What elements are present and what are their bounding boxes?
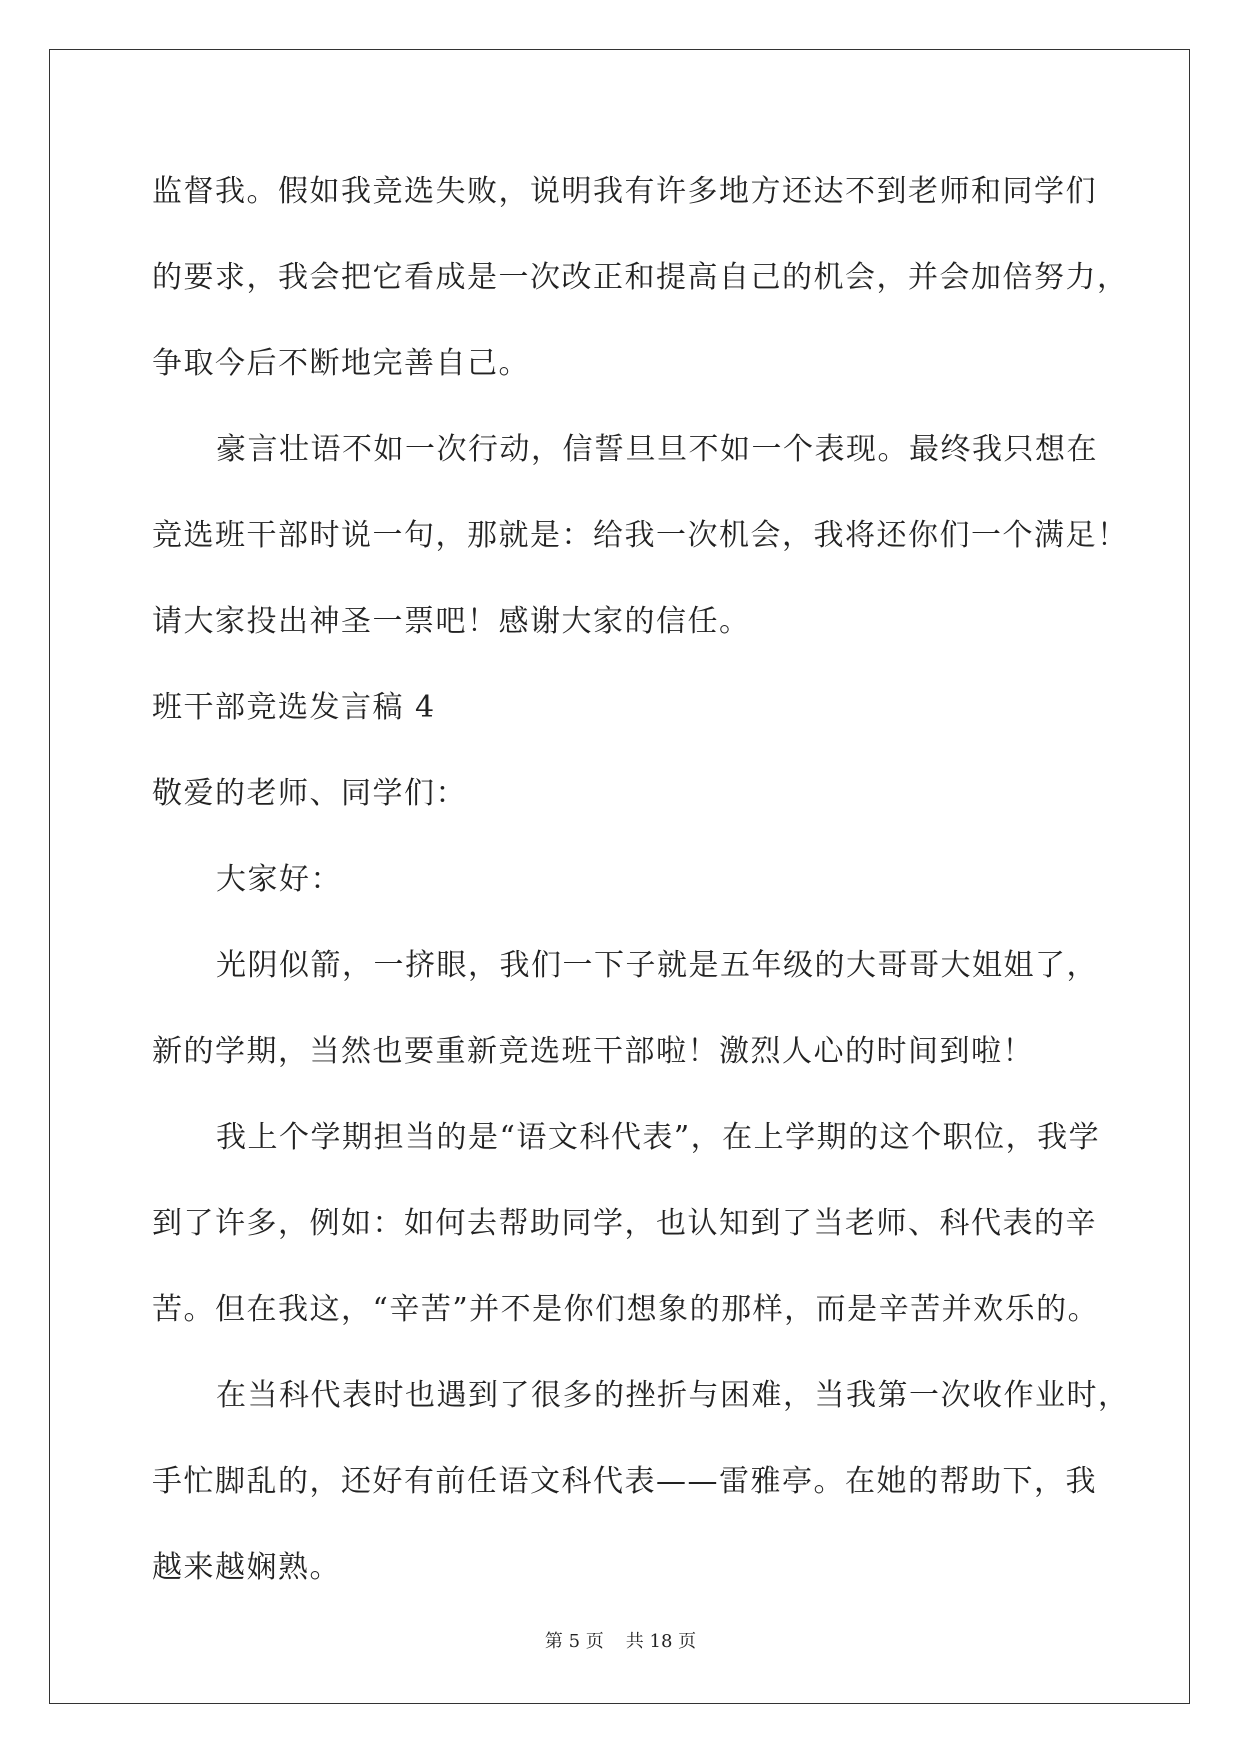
- section-heading: 班干部竞选发言稿 4: [152, 690, 436, 725]
- text-line: 请大家投出神圣一票吧！感谢大家的信任。: [152, 604, 751, 639]
- text-line: 豪言壮语不如一次行动，信誓旦旦不如一个表现。最终我只想在: [216, 432, 1098, 467]
- text-line: 争取今后不断地完善自己。: [152, 346, 530, 381]
- text-line: 竞选班干部时说一句，那就是：给我一次机会，我将还你们一个满足！: [152, 518, 1129, 553]
- text-line: 新的学期，当然也要重新竞选班干部啦！激烈人心的时间到啦！: [152, 1034, 1034, 1069]
- page-total: 共 18 页: [625, 1631, 697, 1652]
- text-line: 苦。但在我这，“辛苦”并不是你们想象的那样，而是辛苦并欢乐的。: [152, 1292, 1100, 1327]
- page-number: 第 5 页: [544, 1631, 604, 1652]
- text-line: 光阴似箭，一挤眼，我们一下子就是五年级的大哥哥大姐姐了，: [216, 948, 1098, 983]
- text-line: 的要求，我会把它看成是一次改正和提高自己的机会，并会加倍努力，: [152, 260, 1129, 295]
- greeting: 大家好：: [216, 862, 342, 897]
- text-line: 到了许多，例如：如何去帮助同学，也认知到了当老师、科代表的辛: [152, 1206, 1097, 1241]
- text-line: 监督我。假如我竞选失败，说明我有许多地方还达不到老师和同学们: [152, 174, 1097, 209]
- page-footer: [0, 1630, 1241, 1654]
- document-body: [152, 157, 1130, 1619]
- text-line: 手忙脚乱的，还好有前任语文科代表——雷雅亭。在她的帮助下，我: [152, 1464, 1097, 1499]
- text-line: 我上个学期担当的是“语文科代表”，在上学期的这个职位，我学: [216, 1120, 1101, 1155]
- text-line: 越来越娴熟。: [152, 1550, 341, 1585]
- text-line: 在当科代表时也遇到了很多的挫折与困难，当我第一次收作业时，: [216, 1378, 1130, 1413]
- salutation: 敬爱的老师、同学们：: [152, 776, 467, 811]
